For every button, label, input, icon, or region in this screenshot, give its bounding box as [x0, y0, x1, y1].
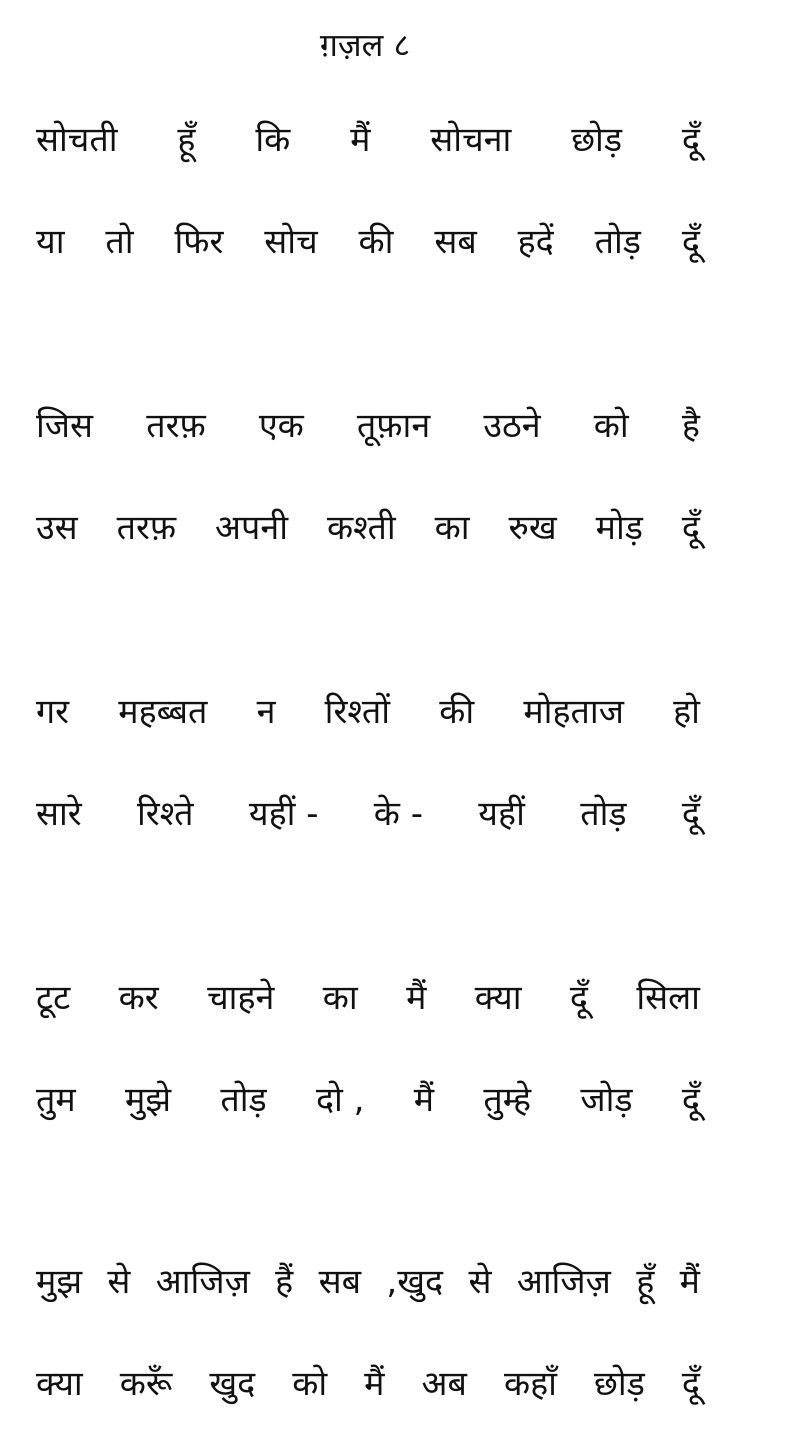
- verse-word: ,खुद: [386, 1262, 444, 1302]
- verse-word: की: [358, 222, 394, 262]
- verse-word: रिश्तों: [324, 692, 391, 732]
- verse-word: से: [468, 1262, 492, 1302]
- verse-word: टूट: [36, 978, 71, 1018]
- verse-word: यहीं -: [248, 794, 319, 834]
- verse-word: मैं: [406, 978, 427, 1018]
- verse-line: [36, 210, 700, 270]
- verse-word: छोड़: [571, 120, 623, 160]
- verse-line: [36, 394, 700, 454]
- verse-word: का: [434, 508, 470, 548]
- verse-word: क्या: [36, 1364, 83, 1404]
- verse-word: खुद: [209, 1364, 256, 1404]
- verse-word: सारे: [36, 794, 82, 834]
- verse-word: छोड़: [593, 1364, 645, 1404]
- verse-word: महब्बत: [118, 692, 208, 732]
- verse-word: मैं: [364, 1364, 385, 1404]
- verse-word: न: [256, 692, 276, 732]
- verse-word: आजिज़: [516, 1262, 611, 1302]
- verse-line: [36, 966, 700, 1026]
- verse-word: उठने: [483, 406, 541, 446]
- verse-word: हूँ: [177, 120, 196, 160]
- verse-word: चाहने: [207, 978, 275, 1018]
- verse-word: मैं: [350, 120, 371, 160]
- verse-word: दूँ: [681, 120, 700, 160]
- verse-word: कश्ती: [326, 508, 396, 548]
- verse-word: सोचना: [430, 120, 512, 160]
- verse-line: [36, 496, 700, 556]
- verse-word: दूँ: [681, 1364, 700, 1404]
- verse-word: है: [681, 406, 700, 446]
- verse-word: करूँ: [119, 1364, 173, 1404]
- verse-word: कि: [255, 120, 291, 160]
- verse-word: तोड़: [594, 222, 641, 262]
- verse-word: तुम: [36, 1080, 76, 1120]
- verse-line: [36, 1352, 700, 1412]
- verse-word: गर: [36, 692, 70, 732]
- verse-line: [36, 680, 700, 740]
- verse-word: एक: [258, 406, 304, 446]
- verse-word: मैं: [413, 1080, 435, 1120]
- verse-line: [36, 1250, 700, 1310]
- verse-word: का: [322, 978, 358, 1018]
- verse-word: हो: [673, 692, 700, 732]
- verse-word: को: [292, 1364, 328, 1404]
- verse-word: हूँ: [636, 1262, 655, 1302]
- verse-word: सोचती: [36, 120, 118, 160]
- verse-word: यहीं: [478, 794, 525, 834]
- verse-word: तरफ़: [116, 508, 177, 548]
- verse-word: मुझ: [36, 1262, 83, 1302]
- verse-word: अपनी: [215, 508, 288, 548]
- verse-word: के -: [373, 794, 423, 834]
- verse-word: मोहताज: [523, 692, 624, 732]
- verse-word: हदें: [517, 222, 554, 262]
- verse-word: सब: [318, 1262, 362, 1302]
- verse-word: तोड़: [580, 794, 627, 834]
- verse-word: सोच: [264, 222, 318, 262]
- verse-word: रिश्ते: [137, 794, 194, 834]
- verse-word: दो ,: [316, 1080, 365, 1120]
- verse-word: फिर: [174, 222, 224, 262]
- verse-word: तोड़: [220, 1080, 267, 1120]
- verse-word: रुख: [508, 508, 557, 548]
- verse-word: मोड़: [595, 508, 643, 548]
- verse-word: मुझे: [125, 1080, 172, 1120]
- verse-word: दूँ: [681, 794, 700, 834]
- verse-word: अब: [421, 1364, 467, 1404]
- verse-word: को: [593, 406, 629, 446]
- verse-word: तुम्हे: [483, 1080, 532, 1120]
- verse-word: सब: [434, 222, 477, 262]
- verse-word: क्या: [474, 978, 522, 1018]
- verse-word: सिला: [636, 978, 700, 1018]
- verse-word: तूफ़ान: [356, 406, 431, 446]
- verse-word: उस: [36, 508, 78, 548]
- verse-word: हैं: [275, 1262, 294, 1302]
- verse-word: जोड़: [580, 1080, 633, 1120]
- verse-word: या: [36, 222, 65, 262]
- verse-word: तो: [105, 222, 134, 262]
- verse-word: की: [439, 692, 475, 732]
- verse-line: [36, 108, 700, 168]
- verse-word: कर: [118, 978, 159, 1018]
- verse-word: दूँ: [681, 222, 700, 262]
- verse-word: दूँ: [681, 508, 700, 548]
- verse-line: [36, 782, 700, 842]
- verse-word: तरफ़: [146, 406, 206, 446]
- verse-word: मैं: [679, 1262, 700, 1302]
- verse-line: [36, 1068, 700, 1128]
- verse-word: कहाँ: [503, 1364, 557, 1404]
- verse-word: आजिज़: [155, 1262, 250, 1302]
- verse-word: जिस: [36, 406, 94, 446]
- verse-word: दूँ: [569, 978, 588, 1018]
- verse-word: दूँ: [681, 1080, 700, 1120]
- verse-word: से: [107, 1262, 131, 1302]
- ghazal-title: ग़ज़ल ८: [319, 26, 411, 64]
